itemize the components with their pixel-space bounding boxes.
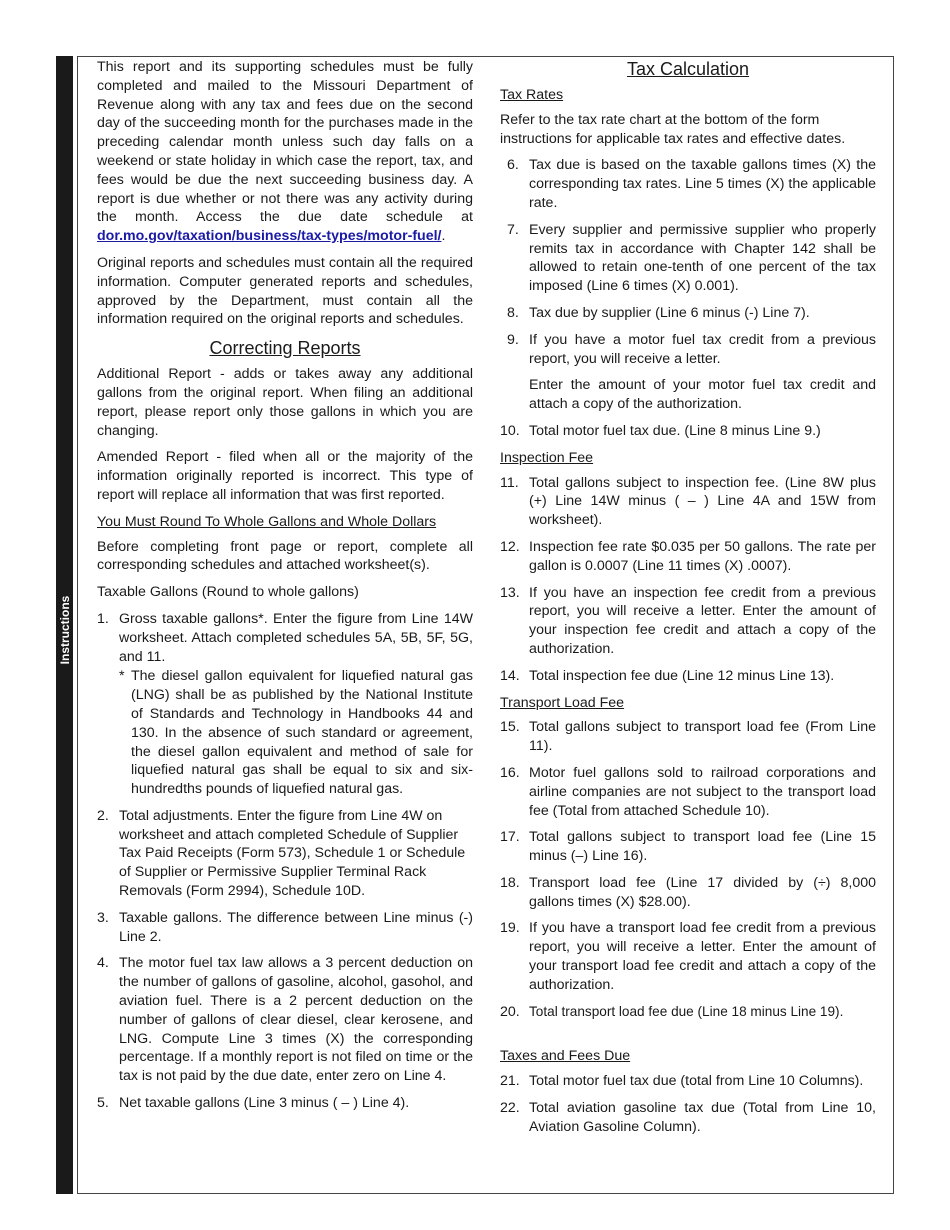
line-text: Gross taxable gallons*. Enter the figure from Line 14W worksheet. Attach completed schedules 5A, 5B, 5F, 5G, and 11. — [119, 610, 473, 665]
left-column — [97, 58, 473, 1121]
line-item-5 — [97, 1094, 473, 1113]
taxable-gallons-heading: Taxable Gallons (Round to whole gallons) — [97, 584, 359, 601]
inspection-fee-heading: Inspection Fee — [500, 449, 594, 466]
line-text: Net taxable gallons (Line 3 minus ( – ) Line 4). — [119, 1095, 410, 1112]
line-text: If you have a transport load fee credit from a previous report, you will receive a letter. Enter the amount of your transport load fee credit and attach a copy of the authorization. — [529, 920, 876, 993]
amended-report-paragraph: Amended Report - filed when all or the majority of the information originally reported is incorrect. This type of report will replace all information that was first reported. — [97, 449, 473, 503]
before-completing-paragraph: Before completing front page or report, complete all corresponding schedules and attached worksheet(s). — [97, 538, 473, 574]
line-item-9 — [500, 331, 876, 414]
line-text: Total motor fuel tax due (total from Line 10 Columns). — [529, 1073, 864, 1090]
line-text: Total motor fuel tax due. (Line 8 minus Line 9.) — [529, 422, 821, 439]
line-text: Total transport load fee due (Line 18 minus Line 19). — [529, 1003, 844, 1019]
line-text: Total inspection fee due (Line 12 minus Line 13). — [529, 667, 835, 684]
line-item-19 — [500, 919, 876, 994]
footnote-marker: * — [119, 668, 125, 685]
line-item-12 — [500, 538, 876, 576]
line-text: Tax due is based on the taxable gallons times (X) the corresponding tax rates. Line 5 times (X) the applicable rate. — [529, 157, 876, 211]
additional-report-paragraph: Additional Report - adds or takes away any additional gallons from the original report. When filing an additional report, please report only those gallons in which you are changing. — [97, 366, 473, 439]
line-number: 4. — [97, 955, 109, 972]
line-item-7 — [500, 221, 876, 296]
transport-load-fee-heading: Transport Load Fee — [500, 694, 625, 711]
line-text: Every supplier and permissive supplier who properly remits tax in accordance with Chapter 142 shall be allowed to retain one-tenth of one percent of the tax imposed (Line 6 times (X) 0.001). — [529, 221, 876, 295]
line-number: 6. — [507, 157, 519, 174]
line-item-13 — [500, 584, 876, 659]
line-number: 15. — [500, 719, 520, 736]
line-text: Motor fuel gallons sold to railroad corporations and airline companies are not subject to the transport load fee (Total from attached Schedule 10). — [529, 764, 876, 819]
line-number: 19. — [500, 920, 520, 937]
due-date-link[interactable]: dor.mo.gov/taxation/business/tax-types/motor-fuel/ — [97, 228, 442, 245]
line-text: Total aviation gasoline tax due (Total from Line 10, Aviation Gasoline Column). — [529, 1100, 876, 1135]
line-item-17 — [500, 828, 876, 866]
line-text: The motor fuel tax law allows a 3 percent deduction on the number of gallons of gasoline, alcohol, gasohol, and aviation fuel. There is a 2 percent deduction on the number of gallons of clear diesel, clear kerosene, and LNG. Compute Line 3 times (X) the corresponding percentage. If a monthly report is not filed on time or the tax is not paid by the due date, enter zero on Line 4. — [119, 955, 473, 1085]
line-text: Total adjustments. Enter the figure from Line 4W on worksheet and attach completed Schedule of Supplier Tax Paid Receipts (Form 573), Schedule 1 or Schedule of Supplier or Permissive Supplier Terminal Rack Removals (Form 2994), Schedule 10D. — [119, 807, 466, 900]
line-item-21 — [500, 1072, 876, 1091]
line-text: Transport load fee (Line 17 divided by (÷) 8,000 gallons times (X) $28.00). — [529, 874, 876, 910]
line-item-16 — [500, 764, 876, 820]
line-text: Total gallons subject to inspection fee. (Line 8W plus (+) Line 14W minus ( – ) Line 4A and 15W from worksheet). — [529, 474, 876, 529]
line-item-15 — [500, 718, 876, 756]
line-number: 1. — [97, 610, 109, 627]
line-item-3 — [97, 909, 473, 947]
line-number: 10. — [500, 422, 520, 439]
line-number: 22. — [500, 1100, 520, 1117]
line-text: Taxable gallons. The difference between Line minus (-) Line 2. — [119, 909, 473, 945]
tax-rates-paragraph: Refer to the tax rate chart at the bottom of the form instructions for applicable tax rates and effective dates. — [500, 111, 846, 147]
line-item-8 — [500, 304, 876, 323]
line-number: 21. — [500, 1073, 520, 1090]
line-text: Tax due by supplier (Line 6 minus (-) Line 7). — [529, 304, 810, 321]
intro-end: . — [441, 228, 446, 245]
intro-paragraph — [97, 58, 473, 246]
line-number: 20. — [500, 1003, 520, 1020]
line-item-11 — [500, 474, 876, 530]
line-text: Total gallons subject to transport load fee (From Line 11). — [529, 719, 876, 755]
line-item-4 — [97, 954, 473, 1086]
line-text: Inspection fee rate $0.035 per 50 gallons. The rate per gallon is 0.0007 (Line 11 times (X) .0007). — [529, 538, 876, 574]
line-number: 2. — [97, 807, 109, 824]
line-number: 3. — [97, 909, 109, 926]
line-extra-text: Enter the amount of your motor fuel tax credit and attach a copy of the authorization. — [529, 377, 876, 413]
line-number: 17. — [500, 829, 520, 846]
line-text: If you have a motor fuel tax credit from a previous report, you will receive a letter. — [529, 331, 876, 367]
line-item-6 — [500, 156, 876, 212]
line-number: 13. — [500, 584, 520, 601]
line-item-14 — [500, 667, 876, 686]
line-item-2 — [97, 807, 473, 901]
line-text: Total gallons subject to transport load fee (Line 15 minus (–) Line 16). — [529, 829, 876, 865]
line-item-10 — [500, 422, 876, 441]
line-number: 9. — [507, 331, 519, 348]
line-number: 11. — [500, 474, 519, 491]
line-item-20 — [500, 1003, 876, 1022]
line-item-1 — [97, 610, 473, 799]
intro-text: This report and its supporting schedules must be fully completed and mailed to the Missouri Department of Revenue along with any tax and fees due on the second day of the succeeding month for the purchases made in the preceding calendar month unless such day falls on a weekend or state holiday in which case the report, tax, and fees would be due the next succeeding business day. A report is due whether or not there was any activity during the month. Access the due date schedule at — [97, 59, 473, 226]
tax-calculation-heading: Tax Calculation — [626, 59, 750, 79]
sidebar-label: Instructions — [58, 595, 72, 665]
line-text: If you have an inspection fee credit from a previous report, you will receive a letter. Enter the amount of your inspection fee credit and attach a copy of the authorization. — [529, 584, 876, 657]
line-number: 14. — [500, 667, 520, 684]
lng-footnote — [119, 667, 473, 799]
tax-rates-heading: Tax Rates — [500, 87, 564, 103]
original-paragraph: Original reports and schedules must contain all the required information. Computer generated reports and schedules, approved by the Department, must contain all the information required on the original reports and schedules. — [97, 254, 473, 328]
correcting-reports-heading: Correcting Reports — [209, 338, 361, 359]
line-number: 5. — [97, 1095, 109, 1112]
line-item-18 — [500, 874, 876, 912]
line-number: 12. — [500, 538, 520, 555]
line-item-22 — [500, 1099, 876, 1137]
line-number: 16. — [500, 764, 520, 781]
line-number: 8. — [507, 304, 519, 321]
round-heading: You Must Round To Whole Gallons and Whole Dollars — [97, 513, 437, 530]
footnote-text: The diesel gallon equivalent for liquefied natural gas (LNG) shall be as published by the National Institute of Standards and Technology in Handbooks 44 and 130. In the absence of such standard or agreement, the diesel gallon equivalent and method of sale for liquefied natural gas shall be equal to six and six-hundredths pounds of liquefied natural gas. — [131, 668, 473, 798]
line-number: 18. — [500, 874, 520, 891]
taxes-fees-due-heading: Taxes and Fees Due — [500, 1048, 631, 1065]
line-number: 7. — [507, 221, 519, 238]
right-column — [500, 58, 876, 1145]
